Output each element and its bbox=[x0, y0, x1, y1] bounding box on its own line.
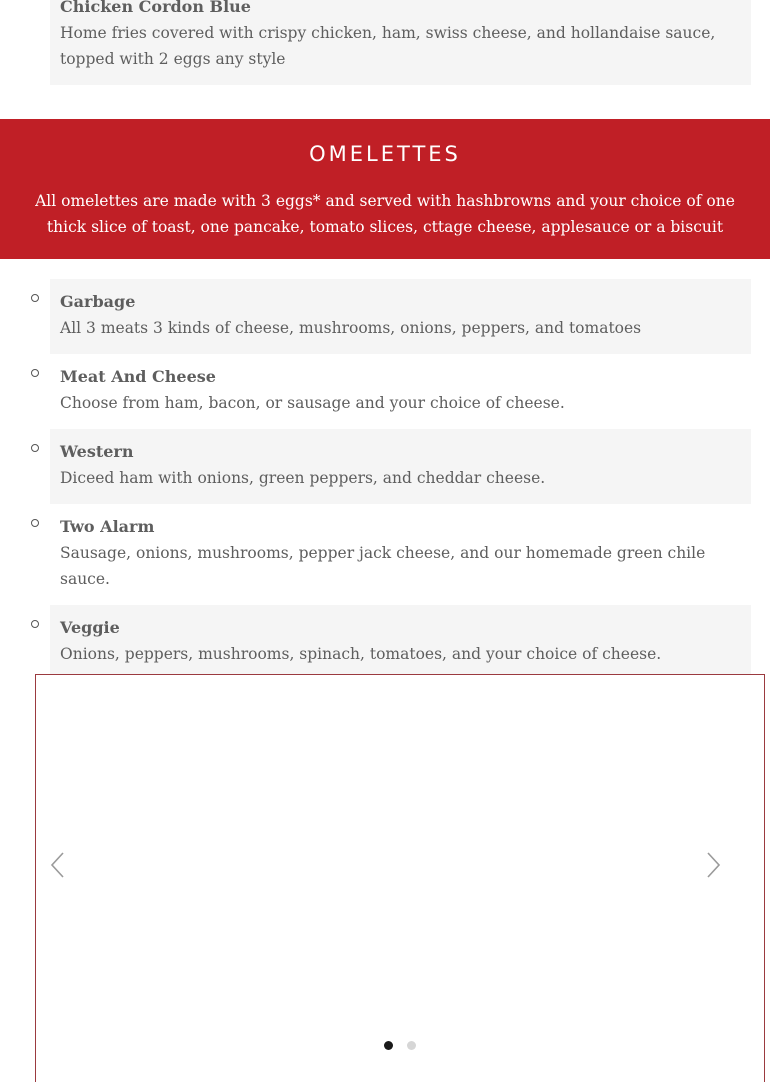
menu-item-veggie bbox=[50, 605, 751, 680]
menu-item-meat-and-cheese bbox=[50, 354, 751, 429]
image-carousel bbox=[35, 674, 765, 1082]
menu-item-description: All 3 meats 3 kinds of cheese, mushrooms, onions, peppers, and tomatoes bbox=[60, 319, 642, 337]
carousel-dot-1[interactable] bbox=[384, 1041, 393, 1050]
section-title: OMELETTES bbox=[309, 142, 461, 166]
menu-item-chicken-cordon-blue bbox=[50, 0, 751, 85]
carousel-pagination bbox=[36, 1041, 764, 1050]
omelettes-section-header bbox=[0, 119, 770, 259]
bullet-icon bbox=[31, 519, 39, 527]
bullet-icon bbox=[31, 444, 39, 452]
bullet-icon bbox=[31, 369, 39, 377]
section-description: All omelettes are made with 3 eggs* and served with hashbrowns and your choice of one thick slice of toast, one pancake, tomato slices, cttage cheese, applesauce or a biscuit bbox=[35, 192, 735, 236]
menu-item-name: Garbage bbox=[60, 292, 136, 311]
menu-item-name: Western bbox=[60, 442, 134, 461]
chevron-right-icon bbox=[703, 850, 723, 880]
menu-item-description: Home fries covered with crispy chicken, ham, swiss cheese, and hollandaise sauce, topped with 2 eggs any style bbox=[60, 24, 716, 68]
menu-item-description: Sausage, onions, mushrooms, pepper jack cheese, and our homemade green chile sauce. bbox=[60, 544, 706, 588]
menu-item-name: Veggie bbox=[60, 618, 120, 637]
menu-item-name: Chicken Cordon Blue bbox=[60, 0, 251, 16]
menu-item-description: Choose from ham, bacon, or sausage and your choice of cheese. bbox=[60, 394, 565, 412]
bullet-icon bbox=[31, 294, 39, 302]
carousel-prev-button[interactable] bbox=[48, 850, 68, 880]
menu-item-two-alarm bbox=[50, 504, 751, 605]
menu-item-description: Diceed ham with onions, green peppers, and cheddar cheese. bbox=[60, 469, 546, 487]
menu-item-name: Two Alarm bbox=[60, 517, 155, 536]
menu-item-name: Meat And Cheese bbox=[60, 367, 216, 386]
menu-item-description: Onions, peppers, mushrooms, spinach, tomatoes, and your choice of cheese. bbox=[60, 645, 662, 663]
menu-item-garbage bbox=[50, 279, 751, 354]
carousel-next-button[interactable] bbox=[703, 850, 723, 880]
menu-item-western bbox=[50, 429, 751, 504]
chevron-left-icon bbox=[48, 850, 68, 880]
omelettes-list bbox=[0, 279, 770, 680]
bullet-icon bbox=[31, 620, 39, 628]
carousel-dot-2[interactable] bbox=[407, 1041, 416, 1050]
